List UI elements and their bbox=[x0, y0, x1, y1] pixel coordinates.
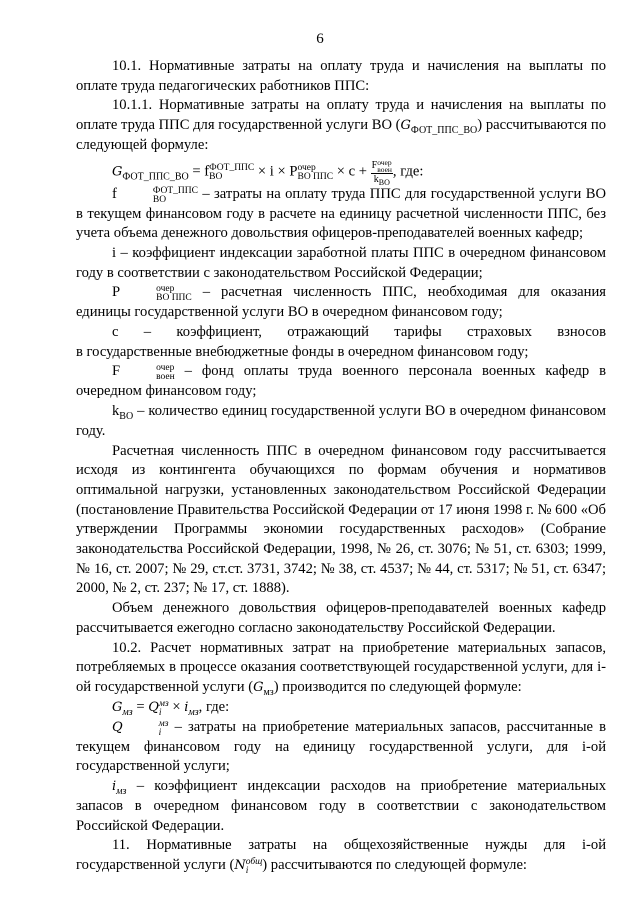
document-body bbox=[76, 57, 606, 876]
definition-f-symbol: f bbox=[112, 185, 117, 202]
symbol-g-fot: G bbox=[400, 118, 411, 134]
definition-f-indices bbox=[117, 187, 198, 205]
paragraph-11-line1: 11. Нормативные затраты на общехозяйственные нужды для i-ой bbox=[112, 837, 606, 854]
definition-c-line1: c – коэффициент, отражающий тарифы страховых взносов bbox=[112, 324, 606, 341]
formula-fot-p: P bbox=[289, 162, 298, 179]
symbol-g-mz: G bbox=[253, 679, 264, 695]
definition-F-text: – фонд оплаты труда военного персонала военных кафедр в очередном финансовом году; bbox=[76, 363, 606, 400]
definition-p-text: – расчетная численность ППС, необходимая для оказания единицы государственной услуги ВО в очередном финансовом году; bbox=[76, 284, 606, 321]
definition-q-indices bbox=[123, 720, 169, 738]
definition-q-symbol: Q bbox=[112, 719, 123, 735]
definition-p-sub: ВО ППС bbox=[156, 293, 192, 304]
definition-k-symbol: k bbox=[112, 403, 120, 420]
formula-mz-i: i bbox=[184, 699, 189, 715]
formula-mz bbox=[76, 698, 606, 718]
formula-fot-fraction-F: F bbox=[371, 159, 378, 171]
formula-fot-tail: , где: bbox=[392, 162, 424, 179]
definition-F-symbol: F bbox=[112, 363, 121, 380]
formula-mz-q-sup: мз bbox=[158, 698, 169, 709]
definition-imz-sub: мз bbox=[116, 786, 127, 797]
definition-F bbox=[76, 362, 606, 402]
definition-f-sub: ВО bbox=[152, 194, 167, 205]
paragraph-10-1-1-tail: ) рассчитываются по следующей формуле: bbox=[76, 117, 606, 153]
definition-f-sup: ФОТ_ППС bbox=[152, 185, 198, 196]
page-number: 6 bbox=[316, 31, 324, 47]
formula-fot-f-indices bbox=[209, 164, 254, 182]
formula-fot-f: f bbox=[204, 162, 210, 179]
symbol-n-obsch-sup: общ bbox=[245, 856, 263, 867]
symbol-n-obsch: N bbox=[234, 857, 246, 873]
formula-mz-i-sub: мз bbox=[188, 706, 199, 718]
formula-fot-fraction-k: k bbox=[373, 173, 379, 185]
formula-mz-lhs: G bbox=[112, 699, 123, 715]
definition-k bbox=[76, 402, 606, 441]
formula-fot-fraction-den bbox=[371, 174, 393, 185]
formula-mz-q-indices bbox=[159, 700, 169, 718]
definition-k-text: – количество единиц государственной услуги ВО в очередном финансовом году. bbox=[76, 403, 606, 439]
definition-p-indices bbox=[120, 285, 192, 303]
formula-mz-times: × bbox=[168, 698, 185, 715]
symbol-g-mz-sub: мз bbox=[263, 686, 274, 698]
formula-mz-q-sub: i bbox=[158, 707, 162, 718]
formula-mz-tail: , где: bbox=[198, 698, 230, 715]
formula-fot-times1: × i × bbox=[254, 162, 290, 179]
definition-q-text: – затраты на приобретение материальных запасов, рассчитанные в текущем финансовом году на единицу государственной услуги, для i-ой государственной услуги; bbox=[76, 718, 606, 775]
formula-mz-lhs-sub: мз bbox=[122, 706, 133, 718]
formula-fot-lhs-sub: ФОТ_ППС_ВО bbox=[122, 170, 189, 182]
definition-q bbox=[76, 718, 606, 777]
formula-fot-f-sup: ФОТ_ППС bbox=[209, 162, 255, 173]
definition-i: i – коэффициент индексации заработной платы ППС в очередном финансовом году в соответствии с законодательством Российской Федерации; bbox=[76, 244, 606, 281]
formula-fot-eq: = bbox=[188, 162, 205, 179]
formula-fot-p-indices bbox=[297, 164, 333, 182]
formula-mz-eq: = bbox=[132, 698, 149, 715]
formula-fot bbox=[76, 159, 606, 185]
paragraph-11-tail: ) рассчитываются по следующей формуле: bbox=[262, 856, 527, 873]
formula-fot-p-sup: очер bbox=[297, 162, 316, 173]
formula-fot-fraction-F-sub: воен bbox=[377, 164, 392, 174]
paragraph-11-line2 bbox=[76, 856, 606, 876]
paragraph-volume: Объем денежного довольствия офицеров-преподавателей военных кафедр рассчитывается ежегодно согласно законодательству Российской Федерации. bbox=[76, 600, 606, 636]
paragraph-10-1: 10.1. Нормативные затраты на оплату труда и начисления на выплаты по оплате труда педагогических работников ППС: bbox=[76, 58, 606, 94]
definition-F-indices bbox=[120, 364, 175, 382]
formula-fot-fraction bbox=[371, 159, 393, 185]
formula-fot-p-sub: ВО ППС bbox=[297, 171, 334, 182]
formula-fot-fraction-F-sup: очер bbox=[377, 157, 392, 167]
symbol-n-obsch-sub: i bbox=[245, 865, 249, 876]
paragraph-10-1-1 bbox=[76, 96, 606, 155]
formula-fot-lhs: G bbox=[112, 163, 123, 179]
definition-q-sup: мз bbox=[158, 718, 169, 729]
definition-F-sup: очер bbox=[156, 363, 175, 374]
definition-imz-text: – коэффициент индексации расходов на приобретение материальных запасов в очередном финансовом году в соответствии с законодательством Российской Федерации. bbox=[76, 778, 606, 834]
definition-f bbox=[76, 185, 606, 244]
definition-f-text: – затраты на оплату труда ППС для государственной услуги ВО в текущем финансовом году в расчете на единицу расчетной численности ППС, без учета объема денежного довольствия офицеров-преподавателей военных кафедр; bbox=[76, 185, 606, 242]
definition-c-line2: в государственные внебюджетные фонды в очередном финансовом году; bbox=[76, 343, 529, 360]
definition-p-sup: очер bbox=[156, 284, 175, 295]
definition-F-sub: воен bbox=[156, 372, 175, 383]
paragraph-11-text: государственной услуги ( bbox=[76, 856, 235, 873]
symbol-g-fot-sub: ФОТ_ППС_ВО bbox=[410, 125, 478, 137]
definition-q-sub: i bbox=[158, 727, 162, 738]
paragraph-10-2-tail: ) производится по следующей формуле: bbox=[273, 678, 522, 695]
formula-fot-times2: × c + bbox=[333, 162, 371, 179]
symbol-n-obsch-indices bbox=[246, 858, 263, 876]
definition-p bbox=[76, 283, 606, 323]
formula-fot-fraction-k-sub: ВО bbox=[378, 177, 390, 187]
definition-p-symbol: P bbox=[112, 284, 121, 301]
paragraph-calculation: Расчетная численность ППС в очередном финансовом году рассчитывается исходя из контингента обучающихся по формам обучения и нормативов оптимальной нагрузки, установленных законодательством Российской Федерации (постановление Правительства Российской Федерации от 17 июня 1998 г. № 600 «Об утверждении Программы экономии государственных расходов» (Собрание законодательства Российской Федерации, 1998, № 26, ст. 3076; № 51, ст. 6303; 1999, № 16, ст. 2007; № 29, ст.ст. 3731, 3742; № 38, ст. 4537; № 44, ст. 5317; № 51, ст. 6347; 2000, № 2, ст. 237; № 17, ст. 1888). bbox=[76, 442, 606, 597]
paragraph-10-1-1-text: 10.1.1. Нормативные затраты на оплату труда и начисления на выплаты по оплате труда ППС для государственной услуги ВО ( bbox=[76, 97, 606, 134]
formula-fot-f-sub: ВО bbox=[209, 171, 223, 182]
formula-fot-fraction-num bbox=[371, 159, 393, 174]
paragraph-10-2 bbox=[76, 639, 606, 698]
definition-imz-symbol: i bbox=[112, 779, 117, 795]
paragraph-10-2-text: 10.2. Расчет нормативных затрат на приобретение материальных запасов, потребляемых в процессе оказания соответствующей государственной услуги, для i-ой государственной услуги ( bbox=[76, 639, 606, 695]
definition-imz bbox=[76, 777, 606, 836]
formula-mz-q: Q bbox=[148, 699, 159, 715]
definition-k-sub: ВО bbox=[119, 411, 134, 423]
formula-fot-fraction-F-indices bbox=[377, 159, 392, 173]
